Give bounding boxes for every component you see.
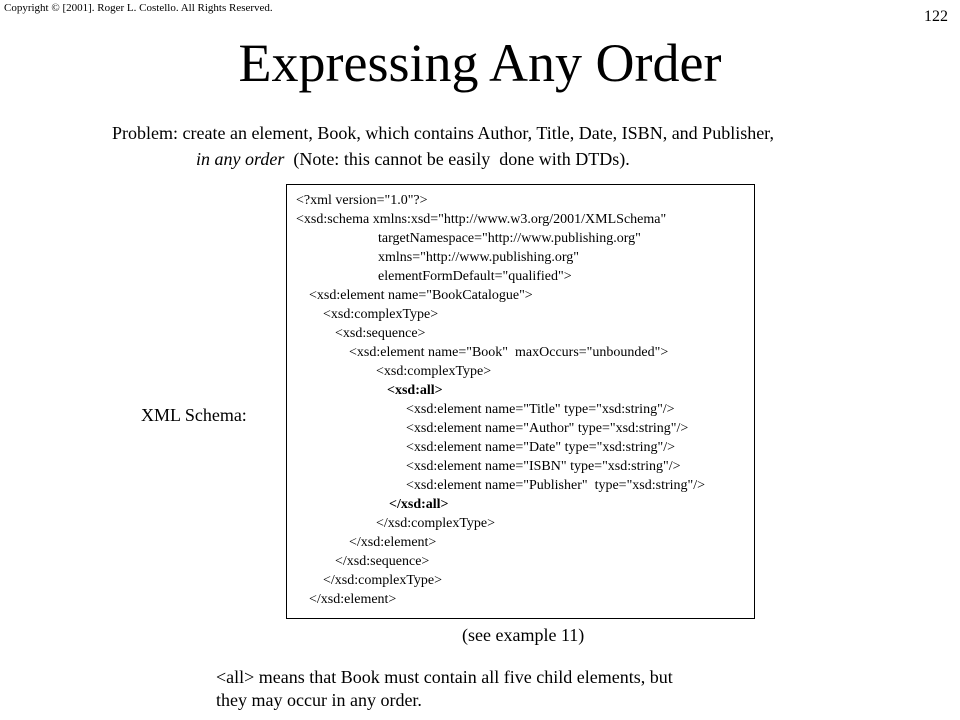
code-line: <xsd:element name="ISBN" type="xsd:string"/>	[406, 459, 681, 474]
code-line: <xsd:element name="Publisher" type="xsd:string"/>	[406, 478, 706, 493]
xml-schema-label: XML Schema:	[141, 405, 247, 425]
code-line: <xsd:element name="Date" type="xsd:string"/>	[406, 440, 676, 455]
note-line-2: they may occur in any order.	[216, 690, 422, 710]
code-line: </xsd:sequence>	[335, 554, 430, 569]
code-line: </xsd:element>	[309, 592, 397, 607]
code-line-all-open: <xsd:all>	[387, 383, 443, 398]
code-line: </xsd:complexType>	[323, 573, 443, 588]
code-line: elementFormDefault="qualified">	[378, 269, 572, 284]
explanation-note	[216, 666, 673, 712]
code-line: <xsd:element name="Book" maxOccurs="unbounded">	[349, 345, 669, 360]
code-line-all-close: </xsd:all>	[389, 497, 449, 512]
code-line: <xsd:complexType>	[376, 364, 492, 379]
problem-line-1: Problem: create an element, Book, which contains Author, Title, Date, ISBN, and Publisher,	[112, 123, 774, 143]
note-line-1: <all> means that Book must contain all five child elements, but	[216, 667, 673, 687]
slide-title: Expressing Any Order	[238, 33, 722, 93]
problem-line-2	[112, 146, 774, 172]
page-number: 122	[924, 8, 948, 25]
code-line: <?xml version="1.0"?>	[296, 193, 428, 208]
code-line: <xsd:schema xmlns:xsd="http://www.w3.org/2001/XMLSchema"	[296, 212, 667, 227]
code-line: <xsd:element name="BookCatalogue">	[309, 288, 533, 303]
code-line: </xsd:element>	[349, 535, 437, 550]
problem-emphasis: in any order	[196, 149, 285, 169]
code-line: <xsd:element name="Title" type="xsd:string"/>	[406, 402, 675, 417]
code-line: xmlns="http://www.publishing.org"	[378, 250, 579, 265]
problem-statement	[112, 120, 774, 172]
code-listing-box	[286, 184, 755, 619]
code-line: targetNamespace="http://www.publishing.org"	[378, 231, 641, 246]
code-line: </xsd:complexType>	[376, 516, 496, 531]
example-reference: (see example 11)	[462, 625, 585, 645]
code-line: <xsd:sequence>	[335, 326, 426, 341]
code-line: <xsd:element name="Author" type="xsd:string"/>	[406, 421, 689, 436]
code-line: <xsd:complexType>	[323, 307, 439, 322]
copyright-notice: Copyright © [2001]. Roger L. Costello. All Rights Reserved.	[4, 2, 273, 14]
problem-note: (Note: this cannot be easily done with DTDs).	[284, 149, 630, 169]
